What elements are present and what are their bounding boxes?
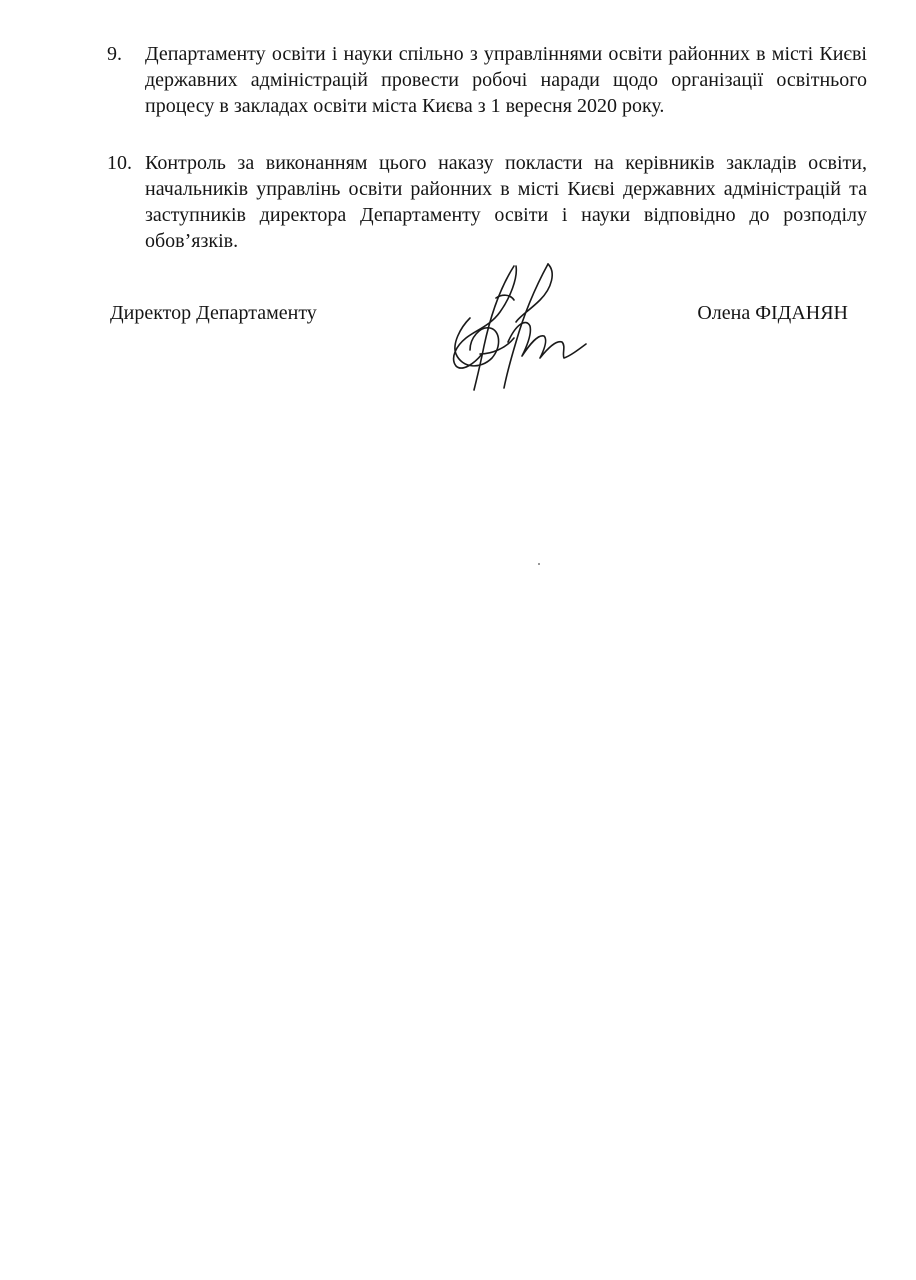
signer-position-title: Директор Департаменту (110, 302, 317, 324)
order-item-9 (107, 41, 867, 119)
scan-speck (538, 563, 540, 565)
item-number: 9. (107, 43, 122, 65)
item-text: Департаменту освіти і науки спільно з управліннями освіти районних в місті Києві державних адміністрацій провести робочі наради щодо організації освітнього процесу в закладах освіти міста Києва з 1 вересня 2020 року. (145, 43, 867, 117)
item-text: Контроль за виконанням цього наказу покласти на керівників закладів освіти, начальників управлінь освіти районних в місті Києві державних адміністрацій та заступників директора Департаменту освіти і науки відповідно до розподілу обов’язків. (145, 152, 867, 252)
signer-name: Олена ФІДАНЯН (697, 302, 848, 324)
order-item-10 (107, 150, 867, 254)
handwritten-signature (440, 258, 590, 398)
item-number: 10. (107, 152, 132, 174)
